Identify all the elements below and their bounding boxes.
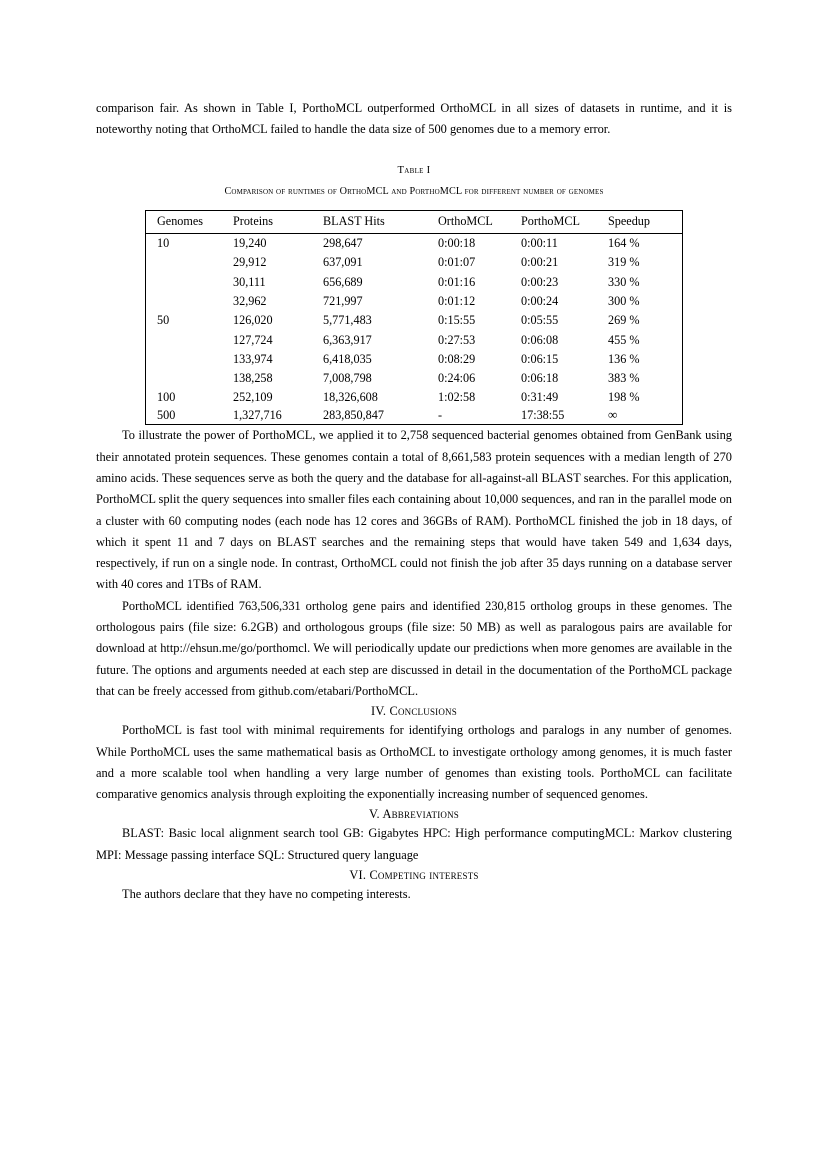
cell-orthomcl: 0:01:12 bbox=[438, 293, 476, 308]
cell-blast-hits: 283,850,847 bbox=[323, 407, 384, 422]
column-header-orthomcl: OrthoMCL bbox=[423, 210, 506, 233]
cell-blast-hits: 5,771,483 bbox=[323, 313, 372, 328]
cell-orthomcl: - bbox=[438, 407, 443, 422]
cell-speedup: 455 % bbox=[608, 332, 640, 347]
cell-orthomcl: 0:27:53 bbox=[438, 332, 476, 347]
cell-speedup: 269 % bbox=[608, 313, 640, 328]
cell-proteins: 19,240 bbox=[233, 235, 267, 250]
cell-speedup: 319 % bbox=[608, 255, 640, 270]
table-head bbox=[146, 210, 683, 233]
table-wrap bbox=[96, 210, 732, 426]
heading-conclusions: IV. Conclusions bbox=[371, 704, 457, 719]
cell-blast-hits: 637,091 bbox=[323, 255, 363, 270]
cell-speedup: 164 % bbox=[608, 235, 640, 250]
intro-paragraph: comparison fair. As shown in Table I, PorthoMCL outperformed OrthoMCL in all sizes of datasets in runtime, and it is noteworthy noting that OrthoMCL failed to handle the data size of 500 genomes due to a memory error. bbox=[96, 101, 732, 137]
cell-speedup: 330 % bbox=[608, 274, 640, 289]
table-row bbox=[146, 389, 683, 406]
table-row bbox=[146, 311, 683, 330]
cell-porthomcl: 0:31:49 bbox=[521, 389, 559, 404]
cell-blast-hits: 6,363,917 bbox=[323, 332, 372, 347]
cell-porthomcl: 0:00:24 bbox=[521, 293, 559, 308]
table-row bbox=[146, 369, 683, 388]
cell-orthomcl: 1:02:58 bbox=[438, 389, 476, 404]
table-row bbox=[146, 253, 683, 272]
cell-speedup: 198 % bbox=[608, 389, 640, 404]
cell-proteins: 252,109 bbox=[233, 389, 273, 404]
cell-porthomcl: 17:38:55 bbox=[521, 407, 565, 422]
cell-genomes: 500 bbox=[157, 407, 176, 422]
column-header-porthomcl: PorthoMCL bbox=[506, 210, 594, 233]
cell-porthomcl: 0:00:21 bbox=[521, 255, 559, 270]
cell-speedup: ∞ bbox=[608, 407, 618, 423]
cell-speedup: 383 % bbox=[608, 371, 640, 386]
cell-genomes bbox=[146, 253, 220, 272]
column-header-speedup: Speedup bbox=[594, 210, 683, 233]
paragraph-competing-interests: The authors declare that they have no competing interests. bbox=[122, 886, 411, 901]
cell-porthomcl: 0:06:18 bbox=[521, 371, 559, 386]
table-body bbox=[146, 233, 683, 425]
cell-proteins: 126,020 bbox=[233, 313, 273, 328]
cell-proteins: 127,724 bbox=[233, 332, 273, 347]
table-caption: Comparison of runtimes of OrthoMCL and PorthoMCL for different number of genomes bbox=[224, 185, 604, 197]
table-row bbox=[146, 292, 683, 311]
table-row bbox=[146, 233, 683, 253]
paragraph-conclusions: PorthoMCL is fast tool with minimal requirements for identifying orthologs and paralogs in any number of genomes. While PorthoMCL uses the same mathematical basis as OrthoMCL to investigate orthology among genomes, it is much faster and a more scalable tool when handling a very large number of genomes than existing tools. PorthoMCL can facilitate comparative genomics analysis through exploiting the exponentially increasing number of sequenced genomes. bbox=[96, 723, 732, 802]
column-header-blast-hits: BLAST Hits bbox=[308, 210, 423, 233]
cell-proteins: 133,974 bbox=[233, 352, 273, 367]
cell-porthomcl: 0:06:15 bbox=[521, 352, 559, 367]
cell-porthomcl: 0:00:23 bbox=[521, 274, 559, 289]
cell-porthomcl: 0:06:08 bbox=[521, 332, 559, 347]
page-content bbox=[96, 98, 732, 905]
cell-blast-hits: 18,326,608 bbox=[323, 389, 378, 404]
cell-blast-hits: 6,418,035 bbox=[323, 352, 372, 367]
cell-blast-hits: 721,997 bbox=[323, 293, 363, 308]
cell-genomes: 10 bbox=[157, 235, 170, 250]
cell-proteins: 138,258 bbox=[233, 371, 273, 386]
cell-blast-hits: 7,008,798 bbox=[323, 371, 372, 386]
cell-blast-hits: 298,647 bbox=[323, 235, 363, 250]
cell-genomes: 50 bbox=[157, 313, 170, 328]
cell-blast-hits: 656,689 bbox=[323, 274, 363, 289]
cell-proteins: 29,912 bbox=[233, 255, 267, 270]
cell-orthomcl: 0:08:29 bbox=[438, 352, 476, 367]
cell-porthomcl: 0:00:11 bbox=[521, 235, 558, 250]
cell-orthomcl: 0:24:06 bbox=[438, 371, 476, 386]
cell-genomes bbox=[146, 369, 220, 388]
cell-orthomcl: 0:01:07 bbox=[438, 255, 476, 270]
heading-competing-interests: VI. Competing interests bbox=[349, 867, 479, 882]
runtime-comparison-table bbox=[145, 210, 683, 426]
cell-genomes bbox=[146, 272, 220, 291]
paragraph-identified: PorthoMCL identified 763,506,331 ortholog gene pairs and identified 230,815 ortholog groups in these genomes. The orthologous pairs (file size: 6.2GB) and orthologous groups (file size: 50 MB) as well as paralogous pairs are available for download at http://ehsun.me/go/porthomcl. We will periodically update our predictions when more genomes are available in the future. The options and arguments needed at each step are discussed in detail in the documentation of the PorthoMCL package that can be freely accessed from github.com/etabari/PorthoMCL. bbox=[96, 598, 732, 698]
heading-abbreviations: V. Abbreviations bbox=[368, 807, 459, 822]
cell-proteins: 30,111 bbox=[233, 274, 266, 289]
table-row bbox=[146, 272, 683, 291]
table-block bbox=[96, 164, 732, 426]
cell-speedup: 136 % bbox=[608, 352, 640, 367]
paragraph-abbreviations: BLAST: Basic local alignment search tool GB: Gigabytes HPC: High performance computingMCL: Markov clustering MPI: Message passing interface SQL: Structured query language bbox=[96, 826, 732, 862]
cell-orthomcl: 0:00:18 bbox=[438, 235, 476, 250]
table-header-row bbox=[146, 210, 683, 233]
cell-proteins: 32,962 bbox=[233, 293, 267, 308]
cell-genomes: 100 bbox=[157, 389, 176, 404]
table-row bbox=[146, 350, 683, 369]
cell-proteins: 1,327,716 bbox=[233, 407, 282, 422]
cell-porthomcl: 0:05:55 bbox=[521, 313, 559, 328]
cell-orthomcl: 0:01:16 bbox=[438, 274, 476, 289]
cell-genomes bbox=[146, 292, 220, 311]
cell-genomes bbox=[146, 350, 220, 369]
cell-speedup: 300 % bbox=[608, 293, 640, 308]
table-row bbox=[146, 406, 683, 425]
table-row bbox=[146, 330, 683, 349]
column-header-genomes: Genomes bbox=[146, 210, 220, 233]
paragraph-illustrate: To illustrate the power of PorthoMCL, we applied it to 2,758 sequenced bacterial genomes obtained from GenBank using their annotated protein sequences. These genomes contain a total of 8,661,583 protein sequences with a median length of 270 amino acids. These sequences serve as both the query and the database for all-against-all BLAST searches. For this application, PorthoMCL split the query sequences into smaller files each containing about 10,000 sequences, and ran in the parallel mode on a cluster with 60 computing nodes (each node has 12 cores and 36GBs of RAM). PorthoMCL finished the job in 18 days, of which it spent 11 and 7 days on BLAST searches and the remaining steps that would have taken 549 and 1,634 days, respectively, if run on a single node. In contrast, OrthoMCL could not finish the job after 35 days running on a database server with 40 cores and 1TBs of RAM. bbox=[96, 428, 732, 592]
cell-orthomcl: 0:15:55 bbox=[438, 313, 476, 328]
column-header-proteins: Proteins bbox=[219, 210, 308, 233]
cell-genomes bbox=[146, 330, 220, 349]
table-number-label: Table I bbox=[397, 164, 431, 176]
